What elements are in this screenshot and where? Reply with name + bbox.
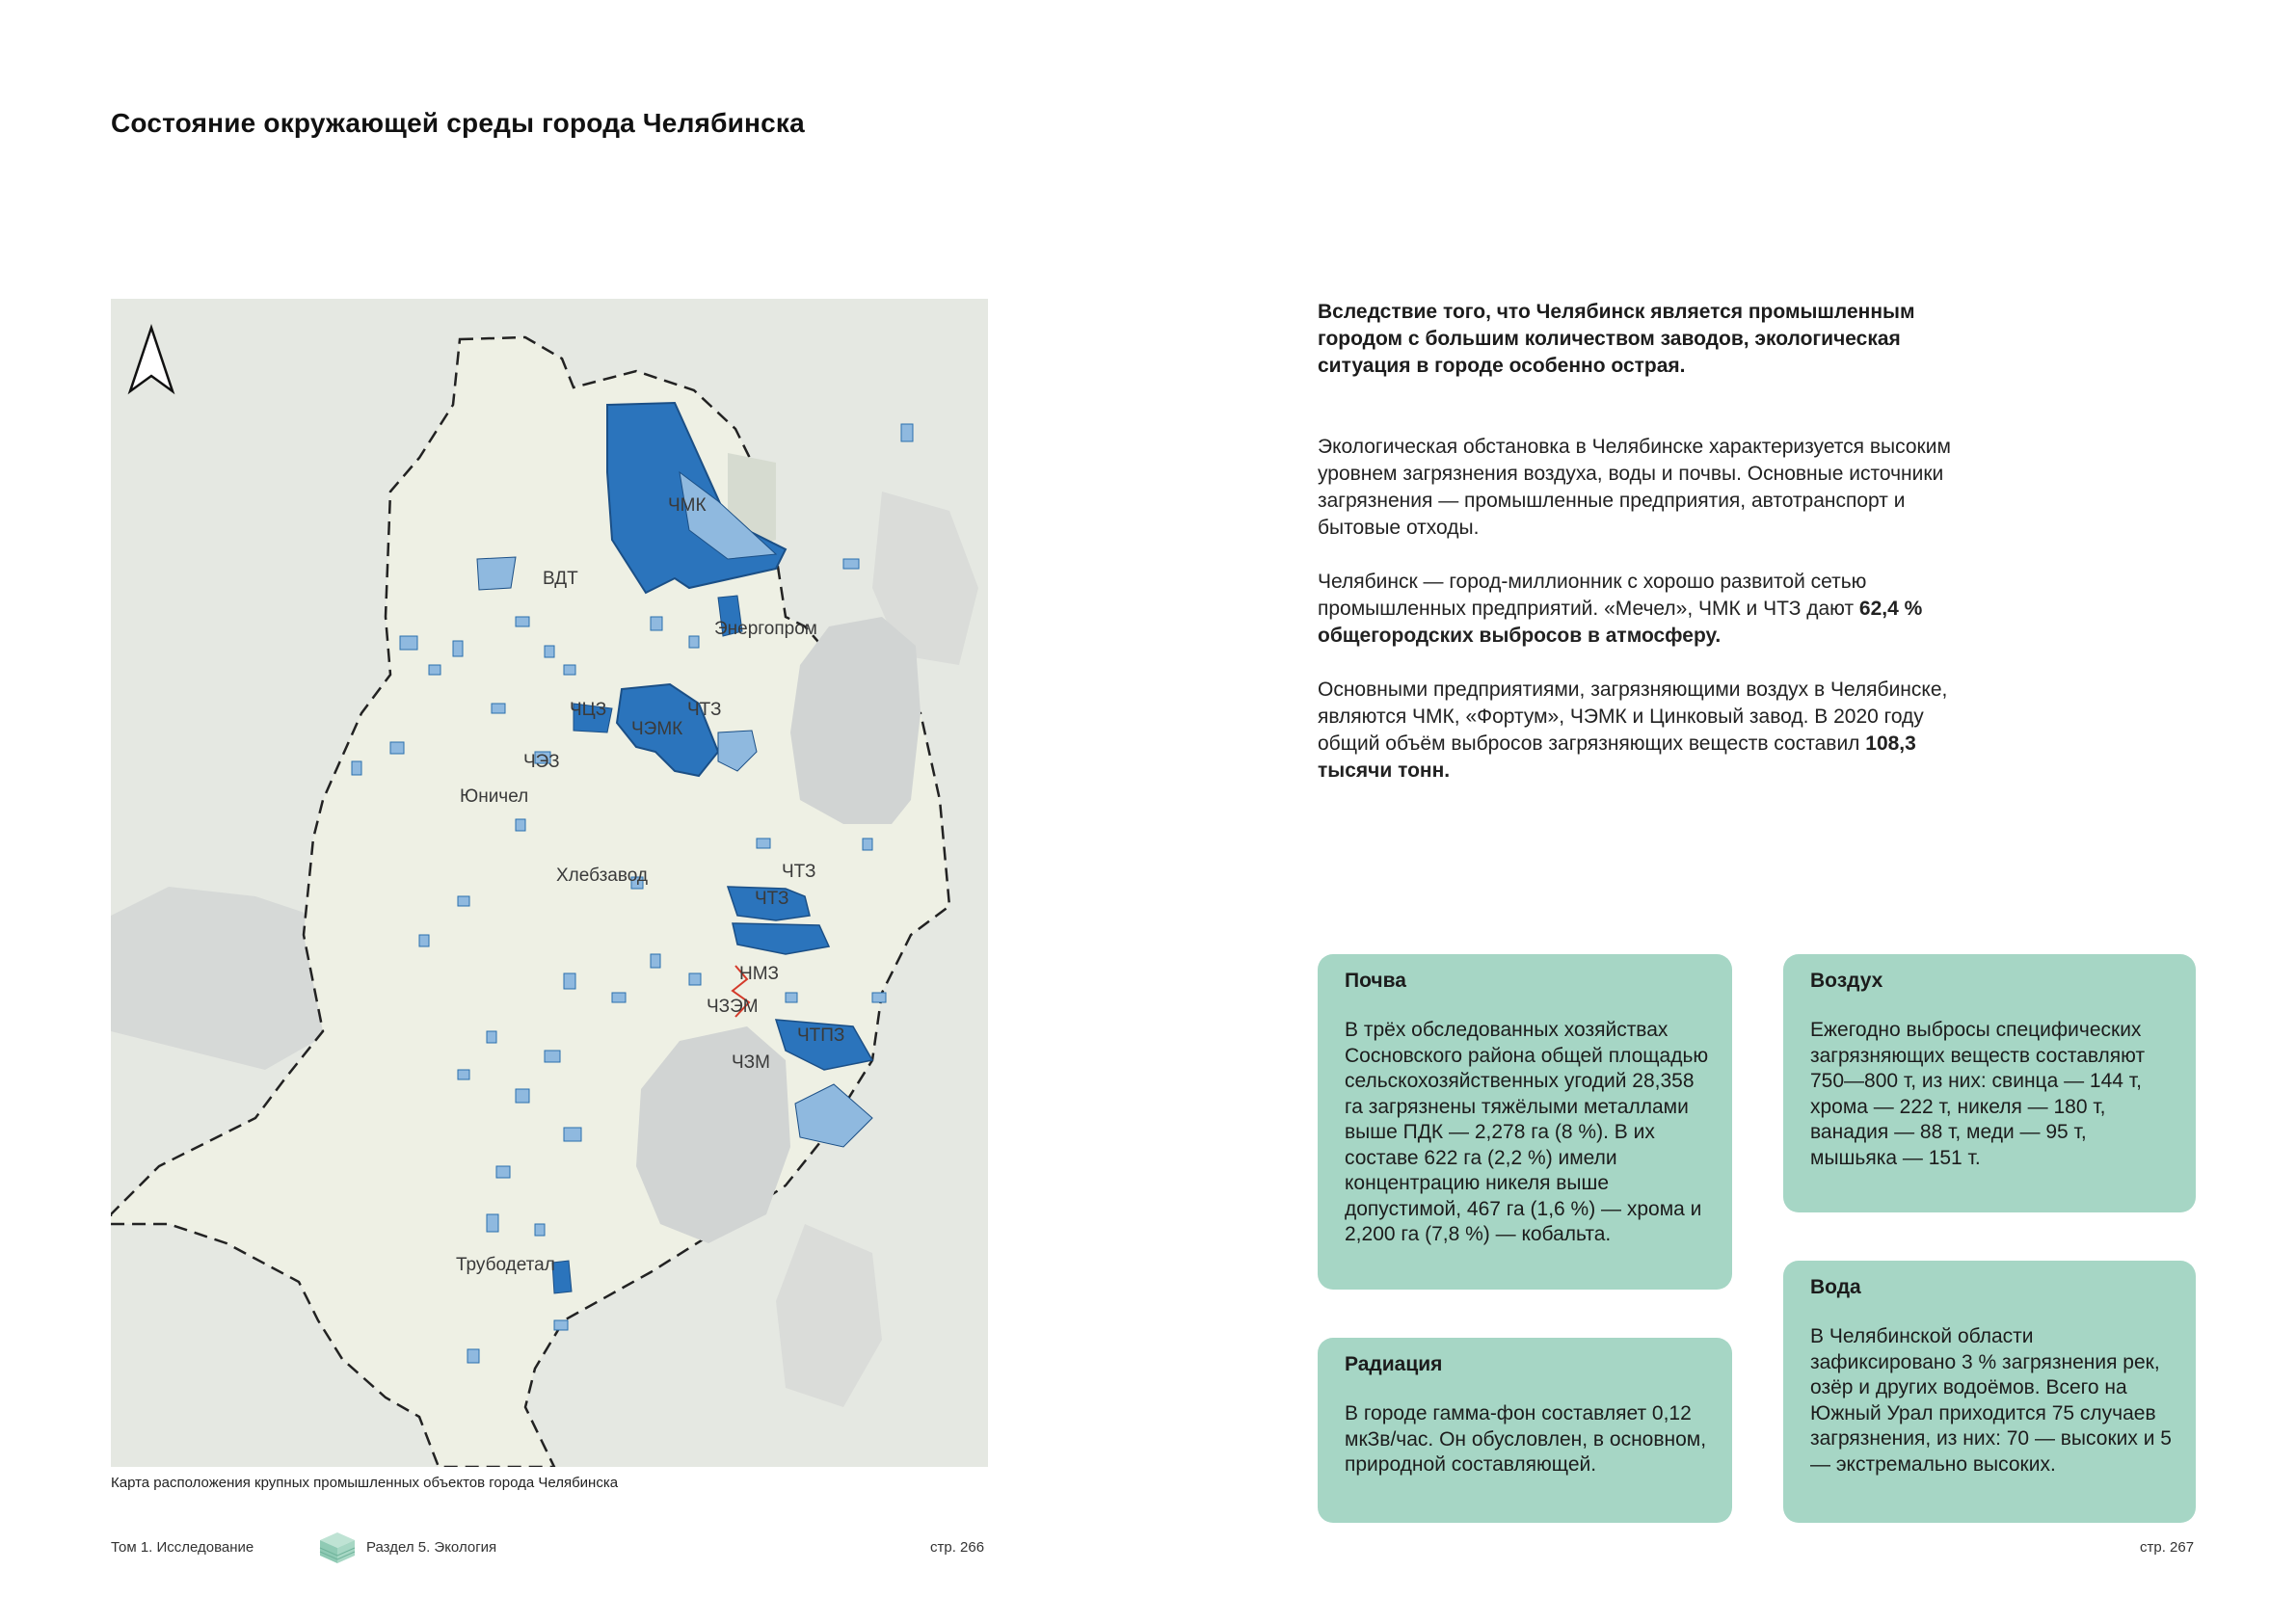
site bbox=[535, 1224, 545, 1236]
map-label: ЧТПЗ bbox=[797, 1025, 845, 1046]
map-label: Хлебзавод bbox=[556, 865, 648, 886]
emphasis-text: 62,4 % общегородских выбросов в атмосферу. bbox=[1318, 598, 1923, 647]
map-label: ЧЭЗ bbox=[523, 752, 560, 772]
footer-volume: Том 1. Исследование bbox=[111, 1539, 254, 1556]
map-label: ЧЗМ bbox=[732, 1052, 770, 1073]
site bbox=[545, 646, 554, 657]
site bbox=[564, 973, 575, 989]
site bbox=[467, 1349, 479, 1363]
factory-trubodetal bbox=[552, 1261, 572, 1293]
paragraph-text: Основными предприятиями, загрязняющими воздух в Челябинске, являются ЧМК, «Фортум», ЧЭМК и Цинковый завод. В 2020 году общий объём выбросов загрязняющих веществ составил bbox=[1318, 679, 1948, 755]
map-label: ЧЗЭМ bbox=[707, 997, 759, 1017]
site bbox=[564, 665, 575, 675]
site bbox=[487, 1214, 498, 1232]
map-label: ВДТ bbox=[543, 569, 578, 589]
paragraph-emissions-share bbox=[1318, 569, 1954, 650]
site bbox=[901, 424, 913, 441]
map-label: Юничел bbox=[460, 786, 529, 807]
site bbox=[612, 993, 626, 1002]
footer-page-left: стр. 266 bbox=[930, 1539, 985, 1556]
card-soil bbox=[1318, 954, 1732, 1290]
card-radiation bbox=[1318, 1338, 1732, 1523]
site bbox=[564, 1128, 581, 1141]
map-label: ЧЦЗ bbox=[570, 700, 607, 720]
site bbox=[872, 993, 886, 1002]
footer-section: Раздел 5. Экология bbox=[366, 1539, 497, 1556]
section-logo-icon bbox=[316, 1531, 359, 1565]
site bbox=[689, 973, 701, 985]
footer-page-right: стр. 267 bbox=[2140, 1539, 2195, 1556]
map-label: ЧЭМК bbox=[631, 719, 683, 739]
site bbox=[651, 954, 660, 968]
card-water bbox=[1783, 1261, 2196, 1523]
factory-vdt bbox=[477, 557, 516, 590]
site bbox=[757, 839, 770, 848]
card-title: Почва bbox=[1345, 970, 1406, 992]
site bbox=[487, 1031, 496, 1043]
card-title: Воздух bbox=[1810, 970, 1883, 992]
industrial-map bbox=[111, 299, 988, 1467]
site bbox=[453, 641, 463, 656]
site bbox=[843, 559, 859, 569]
site bbox=[458, 896, 469, 906]
card-air bbox=[1783, 954, 2196, 1212]
site bbox=[390, 742, 404, 754]
card-text: Ежегодно выбросы специфических загрязняющих веществ составляют 750—800 т, из них: свинца — 144 т, хрома — 222 т, никеля — 180 т, ванадия — 88 т, меди — 95 т, мышьяка — 151 т. bbox=[1810, 1019, 2146, 1169]
map-label: ЧТЗ bbox=[687, 700, 722, 720]
site bbox=[516, 1089, 529, 1103]
site bbox=[352, 761, 361, 775]
card-text: В Челябинской области зафиксировано 3 % загрязнения рек, озёр и других водоёмов. Всего на Южный Урал приходится 75 случаев загрязнения, из них: 70 — высоких и 5 — экстремально высоких. bbox=[1810, 1325, 2172, 1476]
site bbox=[786, 993, 797, 1002]
emphasis-text: 108,3 тысячи тонн. bbox=[1318, 732, 1916, 782]
lead-paragraph: Вследствие того, что Челябинск является промышленным городом с большим количеством заводов, экологическая ситуация в городе особенно острая. bbox=[1318, 301, 1915, 377]
site bbox=[419, 935, 429, 946]
site bbox=[554, 1320, 568, 1330]
map-label: Трубодетал bbox=[456, 1255, 555, 1275]
map-caption: Карта расположения крупных промышленных объектов города Челябинска bbox=[111, 1475, 619, 1491]
map-label: ЧТЗ bbox=[782, 862, 816, 882]
site bbox=[492, 704, 505, 713]
site bbox=[689, 636, 699, 648]
map-label: ЧТЗ bbox=[755, 889, 789, 909]
paragraph-overview: Экологическая обстановка в Челябинске характеризуется высоким уровнем загрязнения воздуха, воды и почвы. Основные источники загрязнения — промышленные предприятия, автотранспорт и бытовые отходы. bbox=[1318, 436, 1951, 539]
map-label: Энергопром bbox=[714, 619, 817, 639]
site bbox=[545, 1051, 560, 1062]
paragraph-text: Челябинск — город-миллионник с хорошо развитой сетью промышленных предприятий. «Мечел», ЧМК и ЧТЗ дают bbox=[1318, 571, 1867, 620]
map-label: ЧМК bbox=[668, 495, 707, 516]
site bbox=[516, 819, 525, 831]
site bbox=[496, 1166, 510, 1178]
map-graphic bbox=[111, 299, 988, 1467]
card-title: Радиация bbox=[1345, 1353, 1443, 1375]
site bbox=[863, 839, 872, 850]
page-title: Состояние окружающей среды города Челябинска bbox=[111, 108, 805, 138]
paragraph-main-polluters bbox=[1318, 677, 1954, 785]
map-label: НМЗ bbox=[739, 964, 780, 984]
site bbox=[429, 665, 441, 675]
card-text: В городе гамма-фон составляет 0,12 мкЗв/час. Он обусловлен, в основном, природной составляющей. bbox=[1345, 1402, 1707, 1476]
site bbox=[400, 636, 417, 650]
site bbox=[651, 617, 662, 630]
card-text: В трёх обследованных хозяйствах Сосновского района общей площадью сельскохозяйственных угодий 28,358 га загрязнены тяжёлыми металлами выше ПДК — 2,278 га (8 %). В их составе 622 га (2,2 %) имели концентрацию никеля выше допустимой, 467 га (1,6 %) — хрома и 2,200 га (7,8 %) — кобальта. bbox=[1345, 1019, 1709, 1245]
card-title: Вода bbox=[1810, 1276, 1861, 1298]
site bbox=[516, 617, 529, 626]
site bbox=[458, 1070, 469, 1079]
